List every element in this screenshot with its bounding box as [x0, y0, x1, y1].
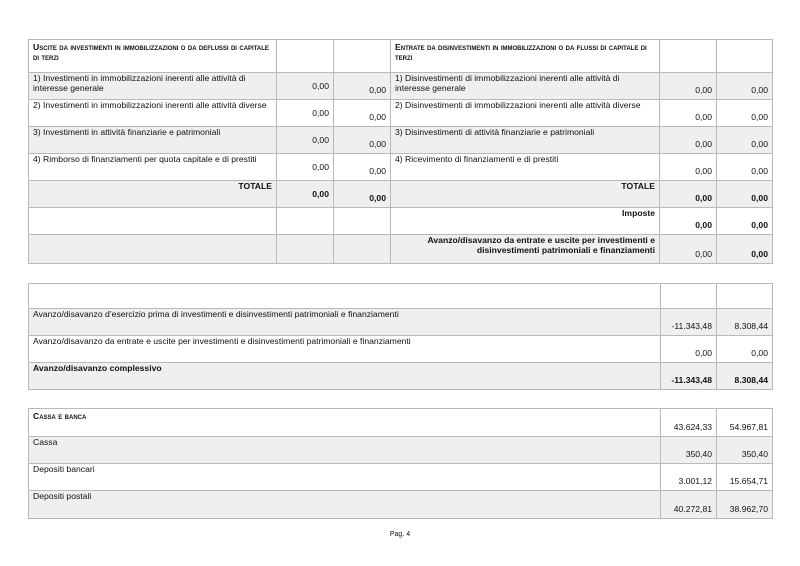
value-cell: 0,00 [277, 100, 334, 127]
table-row [29, 127, 773, 154]
value-cell: 0,00 [717, 336, 773, 363]
table-row [29, 336, 773, 363]
value-cell: 0,00 [717, 100, 773, 127]
value-cell: 3.001,12 [661, 464, 717, 491]
value-cell: 38.962,70 [717, 491, 773, 519]
value-cell: 0,00 [660, 154, 717, 181]
table-row [29, 73, 773, 100]
row-label: Depositi postali [29, 491, 661, 519]
value-cell: 0,00 [660, 73, 717, 100]
table-row [29, 309, 773, 336]
value-cell: 350,40 [717, 437, 773, 464]
value-cell: 0,00 [334, 127, 391, 154]
riepilogo-table [28, 283, 773, 390]
value-cell: 0,00 [334, 154, 391, 181]
row-label: 1) Investimenti in immobilizzazioni inerenti alle attività di interesse generale [29, 73, 277, 100]
row-label: 3) Investimenti in attività finanziarie e patrimoniali [29, 127, 277, 154]
value-cell: -11.343,48 [661, 363, 717, 390]
value-cell: 0,00 [661, 336, 717, 363]
value-cell: 0,00 [334, 100, 391, 127]
value-cell: 40.272,81 [661, 491, 717, 519]
row-label: Avanzo/disavanzo da entrate e uscite per investimenti e disinvestimenti patrimoniali e finanziamenti [29, 336, 661, 363]
table-row [29, 437, 773, 464]
table-row [29, 464, 773, 491]
value-cell: 0,00 [277, 127, 334, 154]
table-row [29, 154, 773, 181]
row-label: 2) Disinvestimenti di immobilizzazioni inerenti alle attività diverse [391, 100, 660, 127]
row-label: 1) Disinvestimenti di immobilizzazioni inerenti alle attività di interesse generale [391, 73, 660, 100]
value-cell: 0,00 [660, 127, 717, 154]
avanzo-investimenti-row [29, 235, 773, 264]
totale-label: TOTALE [391, 181, 660, 208]
value-cell: -11.343,48 [661, 309, 717, 336]
value-cell: 0,00 [277, 73, 334, 100]
complessivo-row [29, 363, 773, 390]
value-cell: 43.624,33 [661, 409, 717, 437]
complessivo-label: Avanzo/disavanzo complessivo [29, 363, 661, 390]
value-cell: 350,40 [661, 437, 717, 464]
value-cell: 0,00 [660, 181, 717, 208]
value-cell: 0,00 [717, 235, 773, 264]
row-label: 3) Disinvestimenti di attività finanziarie e patrimoniali [391, 127, 660, 154]
entrate-header: Entrate da disinvestimenti in immobilizzazioni o da flussi di capitale di terzi [391, 40, 660, 73]
totale-label: TOTALE [29, 181, 277, 208]
avanzo-label: Avanzo/disavanzo da entrate e uscite per investimenti e disinvestimenti patrimoniali e finanziamenti [391, 235, 660, 264]
value-cell: 0,00 [660, 235, 717, 264]
row-label: Cassa [29, 437, 661, 464]
value-cell: 0,00 [717, 154, 773, 181]
row-label: 2) Investimenti in immobilizzazioni inerenti alle attività diverse [29, 100, 277, 127]
value-cell: 0,00 [660, 100, 717, 127]
table-row [29, 100, 773, 127]
value-cell: 0,00 [334, 181, 391, 208]
value-cell: 0,00 [334, 73, 391, 100]
value-cell: 0,00 [717, 208, 773, 235]
totale-row [29, 181, 773, 208]
row-label: Avanzo/disavanzo d’esercizio prima di investimenti e disinvestimenti patrimoniali e finanziamenti [29, 309, 661, 336]
row-label: Depositi bancari [29, 464, 661, 491]
value-cell: 8.308,44 [717, 309, 773, 336]
table-row [29, 491, 773, 519]
value-cell: 0,00 [717, 181, 773, 208]
page-number: Pag. 4 [389, 531, 411, 538]
value-cell: 0,00 [277, 181, 334, 208]
value-cell: 8.308,44 [717, 363, 773, 390]
cassa-banca-header: Cassa e banca [29, 409, 661, 437]
value-cell: 15.654,71 [717, 464, 773, 491]
imposte-row [29, 208, 773, 235]
cassa-banca-header-row [29, 409, 773, 437]
cassa-banca-table [28, 408, 773, 519]
value-cell: 0,00 [717, 73, 773, 100]
value-cell: 54.967,81 [717, 409, 773, 437]
value-cell: 0,00 [277, 154, 334, 181]
row-label: 4) Ricevimento di finanziamenti e di prestiti [391, 154, 660, 181]
uscite-header: Uscite da investimenti in immobilizzazioni o da deflussi di capitale di terzi [29, 40, 277, 73]
imposte-label: Imposte [391, 208, 660, 235]
investimenti-table [28, 39, 773, 264]
row-label: 4) Rimborso di finanziamenti per quota capitale e di prestiti [29, 154, 277, 181]
value-cell: 0,00 [660, 208, 717, 235]
value-cell: 0,00 [717, 127, 773, 154]
